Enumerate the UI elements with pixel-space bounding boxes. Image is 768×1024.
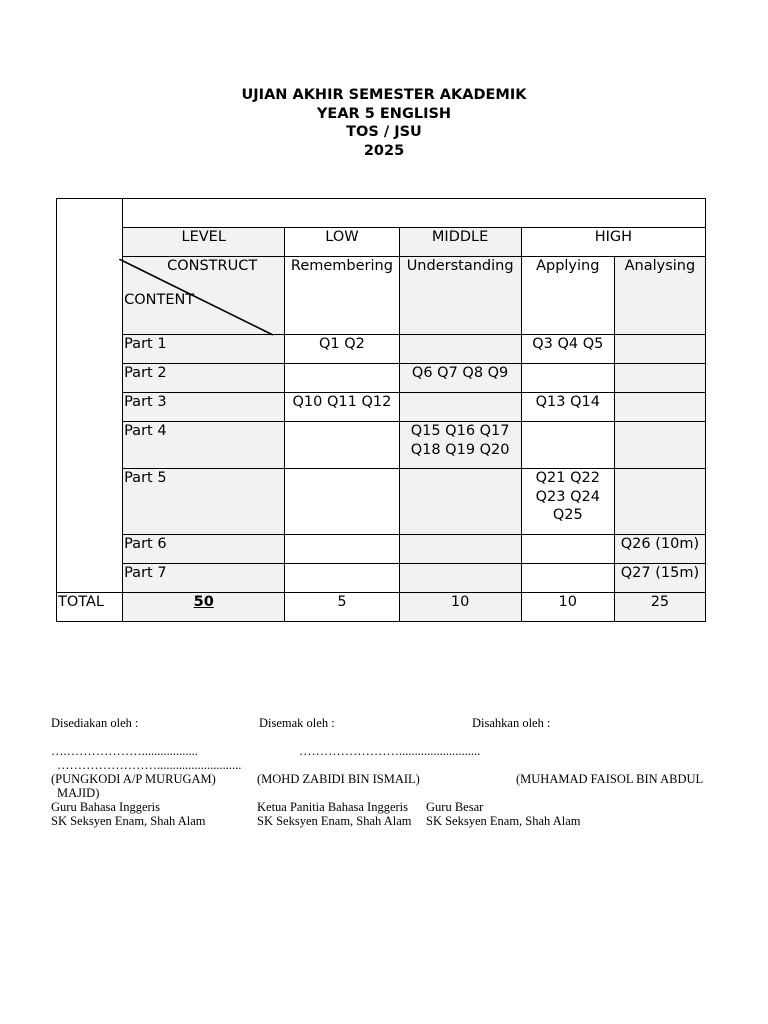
cell-remembering: [285, 422, 399, 469]
name-checker: (MOHD ZABIDI BIN ISMAIL): [257, 772, 420, 786]
checked-by-label: Disemak oleh :: [259, 716, 335, 730]
cell-applying: Q13 Q14: [521, 393, 614, 422]
cell-remembering: Q1 Q2: [285, 335, 399, 364]
cell-analysing: Q27 (15m): [614, 564, 705, 593]
part-label: Part 6: [123, 535, 285, 564]
cell-analysing: [614, 469, 705, 535]
document-header: [0, 86, 768, 160]
construct-analysing: Analysing: [614, 257, 705, 335]
level-label: LEVEL: [123, 228, 285, 257]
total-remembering: 5: [285, 593, 399, 622]
total-label: TOTAL: [57, 593, 123, 622]
level-middle: MIDDLE: [399, 228, 521, 257]
prepared-by-label: Disediakan oleh :: [51, 716, 139, 730]
cell-remembering: Q10 Q11 Q12: [285, 393, 399, 422]
part-label: Part 4: [123, 422, 285, 469]
cell-remembering: [285, 535, 399, 564]
cell-understanding: [399, 564, 521, 593]
construct-understanding: Understanding: [399, 257, 521, 335]
cell-applying: [521, 564, 614, 593]
school-approver: SK Seksyen Enam, Shah Alam: [426, 814, 581, 828]
cell-analysing: Q26 (10m): [614, 535, 705, 564]
cell-analysing: [614, 422, 705, 469]
title-subject: YEAR 5 ENGLISH: [316, 105, 452, 122]
approved-by-label: Disahkan oleh :: [472, 716, 551, 730]
cell-remembering: [285, 469, 399, 535]
cell-analysing: [614, 393, 705, 422]
table-row: [57, 393, 706, 422]
title-exam: UJIAN AKHIR SEMESTER AKADEMIK: [241, 87, 527, 103]
signature-line-3: ……………………...........................: [57, 758, 242, 772]
content-label: CONTENT: [124, 292, 195, 308]
construct-remembering: Remembering: [285, 257, 399, 335]
construct-applying: Applying: [521, 257, 614, 335]
role-checker: Ketua Panitia Bahasa Inggeris: [257, 800, 408, 814]
name-approver: (MUHAMAD FAISOL BIN ABDUL: [516, 772, 704, 786]
total-analysing: 25: [614, 593, 705, 622]
cell-understanding: [399, 469, 521, 535]
signature-line-2: ……………………..........................: [299, 744, 481, 758]
table-row: [57, 364, 706, 393]
table-row: [57, 535, 706, 564]
part-label: Part 1: [123, 335, 285, 364]
level-high: HIGH: [521, 228, 705, 257]
total-applying: 10: [521, 593, 614, 622]
cell-remembering: [285, 364, 399, 393]
name-preparer: (PUNGKODI A/P MURUGAM): [51, 772, 216, 786]
construct-content-header: [123, 257, 285, 335]
table-row: [57, 422, 706, 469]
cell-applying: [521, 364, 614, 393]
school-preparer: SK Seksyen Enam, Shah Alam: [51, 814, 206, 828]
title-year: 2025: [363, 142, 405, 159]
cell-understanding: [399, 535, 521, 564]
total-row: [57, 593, 706, 622]
cell-analysing: [614, 364, 705, 393]
role-approver: Guru Besar: [426, 800, 484, 814]
part-label: Part 7: [123, 564, 285, 593]
table-row: [57, 469, 706, 535]
level-low: LOW: [285, 228, 399, 257]
part-label: Part 5: [123, 469, 285, 535]
title-tos: TOS / JSU: [346, 124, 422, 140]
name-approver-cont: MAJID): [57, 786, 100, 800]
cell-understanding: Q15 Q16 Q17 Q18 Q19 Q20: [399, 422, 521, 469]
cell-understanding: [399, 393, 521, 422]
cell-applying: Q21 Q22 Q23 Q24 Q25: [521, 469, 614, 535]
cell-analysing: [614, 335, 705, 364]
role-preparer: Guru Bahasa Inggeris: [51, 800, 160, 814]
part-label: Part 2: [123, 364, 285, 393]
part-label: Part 3: [123, 393, 285, 422]
table-row: [57, 564, 706, 593]
top-empty-cell: [123, 199, 706, 228]
cell-applying: Q3 Q4 Q5: [521, 335, 614, 364]
cell-understanding: Q6 Q7 Q8 Q9: [399, 364, 521, 393]
cell-applying: [521, 535, 614, 564]
cell-understanding: [399, 335, 521, 364]
construct-label: CONSTRUCT: [167, 258, 258, 274]
cell-applying: [521, 422, 614, 469]
school-checker: SK Seksyen Enam, Shah Alam: [257, 814, 412, 828]
total-understanding: 10: [399, 593, 521, 622]
total-overall: 50: [123, 593, 285, 622]
tos-table: [56, 198, 706, 622]
cell-remembering: [285, 564, 399, 593]
signature-line-1: ….………………..................: [51, 744, 198, 758]
left-margin-cell: [57, 199, 123, 593]
